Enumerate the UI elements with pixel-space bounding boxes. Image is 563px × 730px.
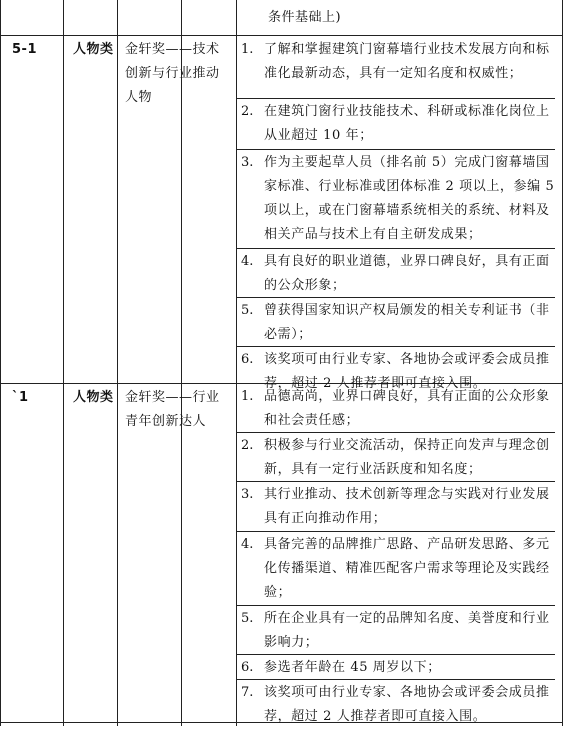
condition-text: 所在企业具有一定的品牌知名度、美誉度和行业影响力； <box>264 611 550 650</box>
condition-number: 2. <box>241 438 254 453</box>
condition-number: 4. <box>241 537 254 552</box>
condition-text: 品德高尚，业界口碑良好，具有正面的公众形象和社会责任感； <box>264 389 550 428</box>
condition-number: 6. <box>241 660 254 675</box>
condition-item <box>237 150 555 249</box>
condition-item <box>237 298 555 347</box>
table-border-left <box>63 0 64 726</box>
condition-text: 积极参与行业交流活动，保持正向发声与理念创新，具有一定行业活跃度和知名度； <box>264 438 550 477</box>
condition-number: 4. <box>241 254 254 269</box>
condition-item <box>237 532 555 606</box>
condition-text: 在建筑门窗行业技能技术、科研或标准化岗位上从业超过 10 年； <box>264 104 550 143</box>
condition-text: 该奖项可由行业专家、各地协会或评委会成员推荐，超过 2 人推荐者即可直接入围。 <box>264 352 550 391</box>
conditions-list <box>237 384 555 730</box>
conditions-list <box>237 36 555 396</box>
row-id: `1 <box>12 390 29 405</box>
condition-number: 1. <box>241 42 254 57</box>
condition-item <box>237 433 555 482</box>
condition-number: 5. <box>241 611 254 626</box>
table-border-outer-left <box>0 0 1 726</box>
condition-text: 曾获得国家知识产权局颁发的相关专利证书（非必需）； <box>264 303 550 342</box>
condition-text: 作为主要起草人员（排名前 5）完成门窗幕墙国家标准、行业标准或团体标准 2 项以上，参编 5 项以上，或在门窗幕墙系统相关的系统、材料及相关产品与技术上有自主研发成果； <box>264 155 555 242</box>
condition-number: 2. <box>241 104 254 119</box>
condition-text: 该奖项可由行业专家、各地协会或评委会成员推荐，超过 2 人推荐者即可直接入围。 <box>264 685 550 724</box>
condition-number: 1. <box>241 389 254 404</box>
condition-text: 具有良好的职业道德，业界口碑良好，具有正面的公众形象； <box>264 254 550 293</box>
row-award-name: 金轩奖——行业青年创新达人 <box>125 390 220 429</box>
condition-item <box>237 384 555 433</box>
row-id: 5-1 <box>12 42 37 57</box>
condition-item <box>237 680 555 730</box>
row-award-name: 金轩奖——技术创新与行业推动人物 <box>125 42 220 105</box>
condition-number: 7. <box>241 685 254 700</box>
row-category: 人物类 <box>73 42 114 57</box>
condition-text: 了解和掌握建筑门窗幕墙行业技术发展方向和标准化最新动态，具有一定知名度和权威性； <box>264 42 550 81</box>
condition-number: 3. <box>241 155 254 170</box>
condition-item <box>237 99 555 150</box>
col-divider-1 <box>117 0 118 726</box>
condition-text: 具备完善的品牌推广思路、产品研发思路、多元化传播渠道、精准匹配客户需求等理论及实践经验； <box>264 537 550 600</box>
condition-item <box>237 606 555 655</box>
condition-item <box>237 655 555 680</box>
condition-text: 参选者年龄在 45 周岁以下； <box>264 660 441 675</box>
condition-number: 3. <box>241 487 254 502</box>
condition-item <box>237 36 555 99</box>
condition-number: 5. <box>241 303 254 318</box>
condition-item <box>237 249 555 298</box>
condition-text: 其行业推动、技术创新等理念与实践对行业发展具有正向推动作用； <box>264 487 550 526</box>
row-category: 人物类 <box>73 390 114 405</box>
condition-tail-text: 条件基础上) <box>268 10 342 25</box>
condition-number: 6. <box>241 352 254 367</box>
condition-item <box>237 482 555 532</box>
